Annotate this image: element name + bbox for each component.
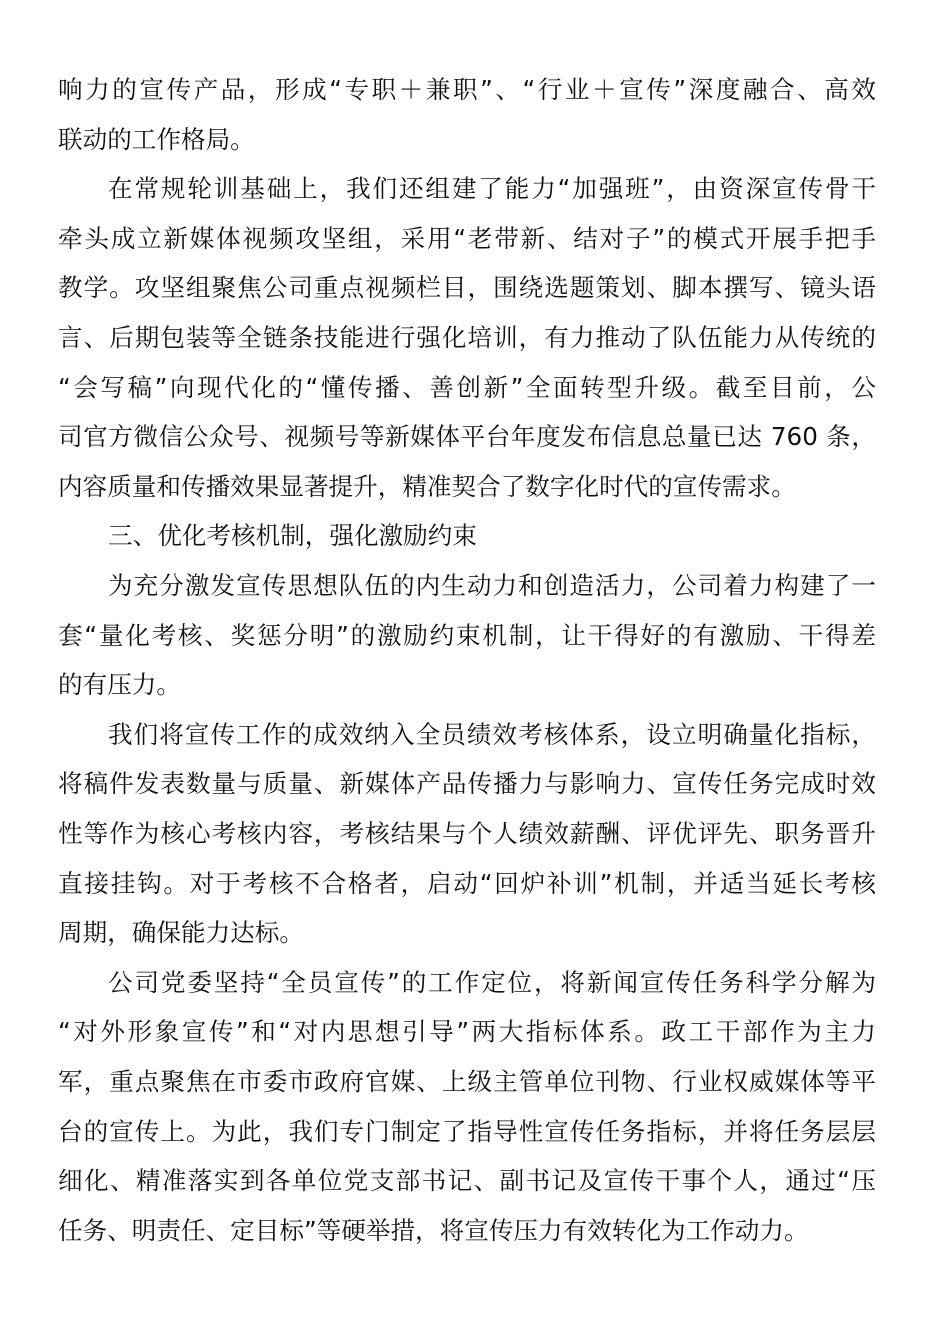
paragraph-line: 套“量化考核、奖惩分明”的激励约束机制，让干得好的有激励、干得差 xyxy=(58,620,876,650)
paragraph-line: 教学。攻坚组聚焦公司重点视频栏目，围绕选题策划、脚本撰写、镜头语 xyxy=(58,273,876,303)
paragraph-line: 周期，确保能力达标。 xyxy=(58,918,304,948)
paragraph-line: 在常规轮训基础上，我们还组建了能力“加强班”，由资深宣传骨干 xyxy=(108,174,876,204)
paragraph-line: 性等作为核心考核内容，考核结果与个人绩效薪酬、评优评先、职务晋升 xyxy=(58,819,876,848)
paragraph-line: 台的宣传上。为此，我们专门制定了指导性宣传任务指标，并将任务层层 xyxy=(58,1116,876,1146)
paragraph-line: 司官方微信公众号、视频号等新媒体平台年度发布信息总量已达 760 条， xyxy=(58,422,876,452)
paragraph-line: 公司党委坚持“全员宣传”的工作定位，将新闻宣传任务科学分解为 xyxy=(108,967,876,997)
paragraph-line: 内容质量和传播效果显著提升，精准契合了数字化时代的宣传需求。 xyxy=(58,471,796,501)
paragraph-line: 为充分激发宣传思想队伍的内生动力和创造活力，公司着力构建了一 xyxy=(108,571,876,600)
paragraph-line: 联动的工作格局。 xyxy=(58,124,255,154)
paragraph-line: 细化、精准落实到各单位党支部书记、副书记及宣传干事个人，通过“压 xyxy=(58,1166,876,1196)
paragraph-line: 言、后期包装等全链条技能进行强化培训，有力推动了队伍能力从传统的 xyxy=(58,323,876,352)
paragraph-line: 直接挂钩。对于考核不合格者，启动“回炉补训”机制，并适当延长考核 xyxy=(58,868,876,898)
paragraph-line: “会写稿”向现代化的“懂传播、善创新”全面转型升级。截至目前，公 xyxy=(58,372,876,402)
paragraph-line: 军，重点聚焦在市委市政府官媒、上级主管单位刊物、行业权威媒体等平 xyxy=(58,1067,876,1096)
paragraph-line: 将稿件发表数量与质量、新媒体产品传播力与影响力、宣传任务完成时效 xyxy=(58,769,876,799)
section-heading: 三、优化考核机制，强化激励约束 xyxy=(108,521,477,551)
paragraph-line: 响力的宣传产品，形成“专职＋兼职”、“行业＋宣传”深度融合、高效 xyxy=(58,75,876,104)
paragraph-line: 牵头成立新媒体视频攻坚组，采用“老带新、结对子”的模式开展手把手 xyxy=(58,223,876,253)
paragraph-line: 的有压力。 xyxy=(58,670,181,700)
paragraph-line: 我们将宣传工作的成效纳入全员绩效考核体系，设立明确量化指标， xyxy=(108,719,876,749)
paragraph-line: 任务、明责任、定目标”等硬举措，将宣传压力有效转化为工作动力。 xyxy=(58,1215,809,1245)
paragraph-line: “对外形象宣传”和“对内思想引导”两大指标体系。政工干部作为主力 xyxy=(58,1017,876,1047)
